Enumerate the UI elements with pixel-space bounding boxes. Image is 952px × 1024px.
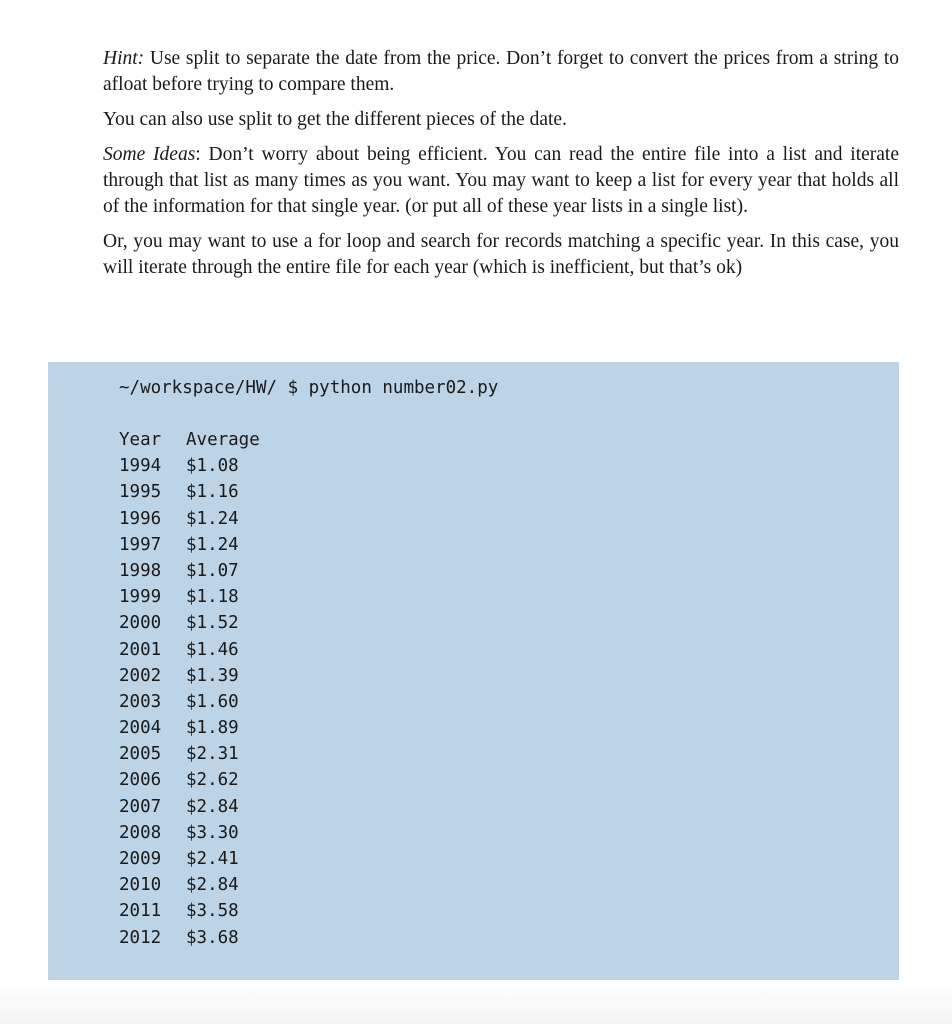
- table-row: [119, 872, 306, 898]
- average-cell: $1.16: [186, 482, 239, 503]
- table-row: [119, 453, 306, 479]
- average-cell: $3.68: [186, 927, 239, 948]
- year-cell: 2006: [119, 770, 162, 791]
- year-cell: 2011: [119, 901, 162, 922]
- average-cell: $1.39: [186, 665, 239, 686]
- year-cell: 2005: [119, 744, 162, 765]
- average-cell: $2.31: [186, 744, 239, 765]
- year-column-header: Year: [119, 430, 162, 450]
- table-row: [119, 794, 306, 820]
- some-ideas-paragraph: [103, 142, 899, 220]
- table-row: [119, 767, 306, 793]
- year-cell: 2012: [119, 927, 162, 948]
- average-cell: $1.46: [186, 639, 239, 660]
- year-cell: 1999: [119, 587, 162, 608]
- yearly-average-table: [119, 427, 306, 951]
- average-cell: $3.58: [186, 901, 239, 922]
- year-cell: 1997: [119, 534, 162, 555]
- table-row: [119, 715, 306, 741]
- split-date-paragraph: [103, 107, 899, 133]
- average-cell: $1.24: [186, 508, 239, 529]
- table-row: [119, 898, 306, 924]
- year-cell: 2002: [119, 665, 162, 686]
- average-cell: $2.84: [186, 875, 239, 896]
- year-cell: 2010: [119, 875, 162, 896]
- year-cell: 2000: [119, 613, 162, 634]
- table-row: [119, 820, 306, 846]
- table-row: [119, 663, 306, 689]
- average-cell: $1.18: [186, 587, 239, 608]
- average-cell: $2.62: [186, 770, 239, 791]
- average-cell: $2.41: [186, 849, 239, 869]
- for-loop-text: Or, you may want to use a for loop and search for records matching a specific year. In this case, you will iterate through the entire file for each year (which is inefficient, but that’s ok): [103, 231, 899, 278]
- year-cell: 2001: [119, 639, 162, 660]
- table-row: [119, 558, 306, 584]
- for-loop-paragraph: [103, 229, 899, 281]
- year-cell: 1995: [119, 482, 162, 503]
- table-row: [119, 584, 306, 610]
- year-cell: 2008: [119, 822, 162, 843]
- average-cell: $1.89: [186, 718, 239, 739]
- average-cell: $1.60: [186, 691, 239, 712]
- year-cell: 1998: [119, 560, 162, 581]
- average-cell: $1.07: [186, 560, 239, 581]
- table-row: [119, 479, 306, 505]
- average-cell: $2.84: [186, 796, 239, 817]
- year-cell: 2003: [119, 691, 162, 712]
- year-cell: 1994: [119, 456, 162, 477]
- year-cell: 2007: [119, 796, 162, 817]
- some-ideas-label: Some Ideas: [103, 144, 196, 165]
- average-cell: $3.30: [186, 822, 239, 843]
- table-row: [119, 610, 306, 636]
- average-cell: $1.24: [186, 534, 239, 555]
- table-row: [119, 506, 306, 532]
- average-column-header: Average: [186, 430, 260, 450]
- table-header-row: [119, 427, 306, 453]
- year-cell: 2009: [119, 849, 162, 869]
- average-cell: $1.52: [186, 613, 239, 634]
- page-bottom-edge: [0, 985, 952, 1024]
- average-cell: $1.08: [186, 456, 239, 477]
- table-row: [119, 925, 306, 951]
- terminal-command: ~/workspace/HW/ $ python number02.py: [119, 378, 499, 398]
- table-row: [119, 689, 306, 715]
- year-cell: 1996: [119, 508, 162, 529]
- split-date-text: You can also use split to get the different pieces of the date.: [103, 109, 567, 130]
- table-row: [119, 637, 306, 663]
- table-row: [119, 741, 306, 767]
- instructions-text: [103, 46, 899, 290]
- hint-label: Hint:: [103, 48, 145, 69]
- table-row: [119, 532, 306, 558]
- hint-text: Use split to separate the date from the price. Don’t forget to convert the prices from a string to afloat before trying to compare them.: [103, 48, 899, 95]
- year-cell: 2004: [119, 718, 162, 739]
- table-row: [119, 846, 306, 872]
- hint-paragraph: [103, 46, 899, 98]
- some-ideas-text: : Don’t worry about being efficient. You can read the entire file into a list and iterate through that list as many times as you want. You may want to keep a list for every year that holds all of the information for that single year. (or put all of these year lists in a single list).: [103, 144, 899, 217]
